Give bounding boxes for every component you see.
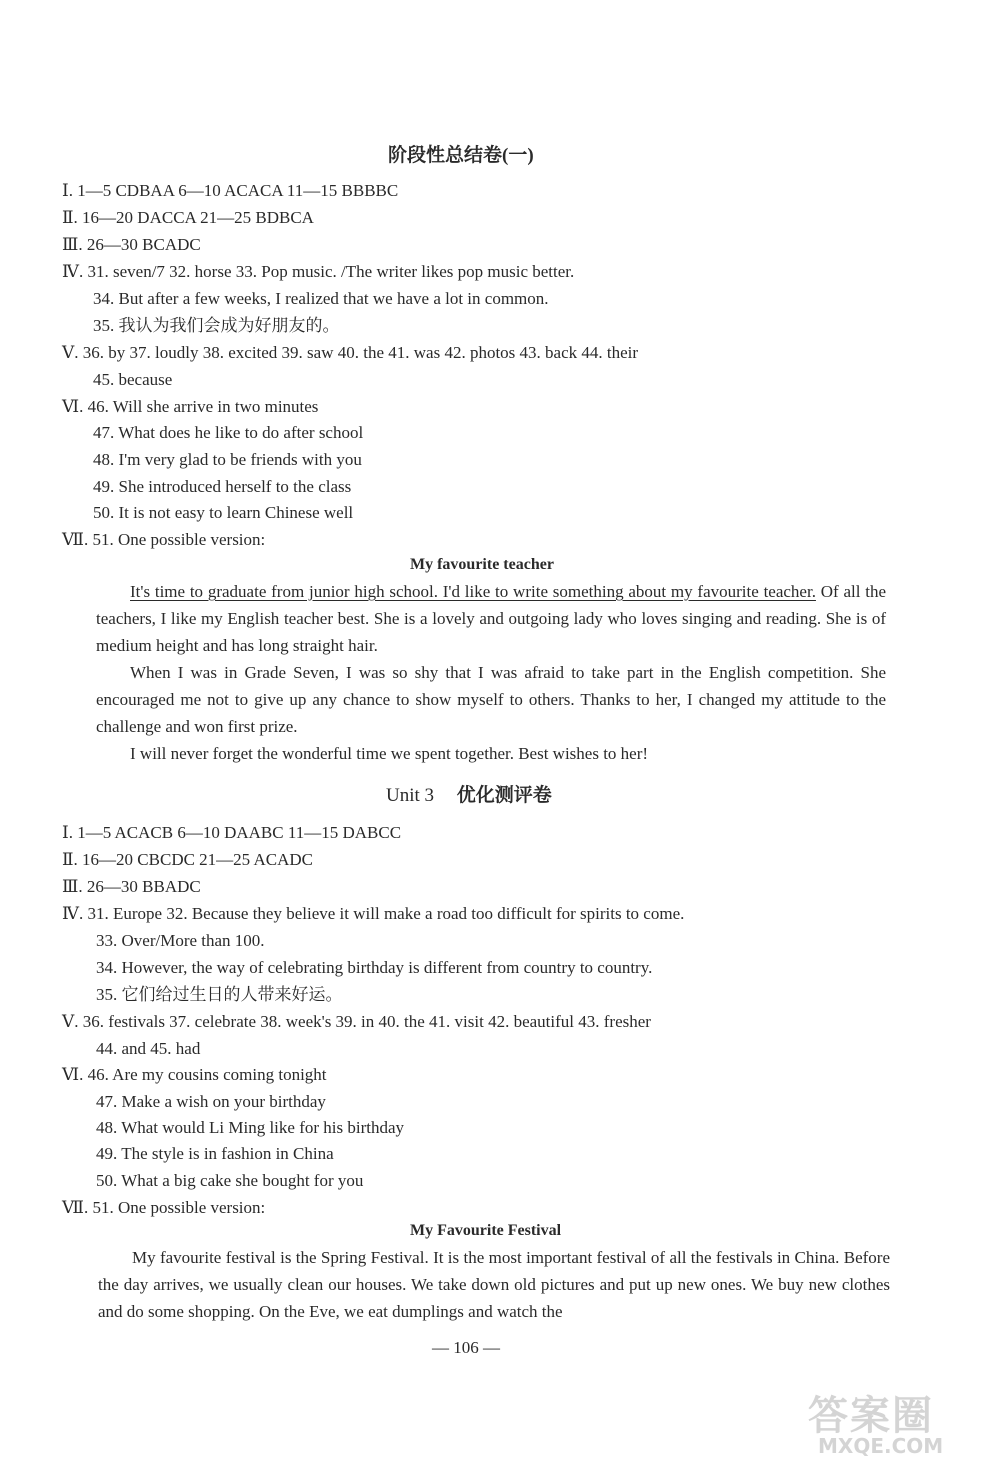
answer-line: Ⅲ. 26—30 BCADC (62, 235, 201, 254)
essay-paragraph: When I was in Grade Seven, I was so shy that I was afraid to take part in the English competition. She encouraged me not to give up any chance to show myself to others. Thanks to her, I changed my attitude to the challenge and won first prize. (96, 663, 886, 736)
answer-line: Ⅳ. 31. seven/7 32. horse 33. Pop music. /The writer likes pop music better. (62, 262, 575, 281)
essay-paragraph: My favourite festival is the Spring Festival. It is the most important festival of all the festivals in China. Before the day arrives, we usually clean our houses. We take down old pictures and put up new ones. We buy new clothes and do some shopping. On the Eve, we eat dumplings and watch the (98, 1248, 890, 1321)
answer-line: Ⅴ. 36. by 37. loudly 38. excited 39. saw 40. the 41. was 42. photos 43. back 44. their (62, 343, 639, 362)
answer-line: 35. 我认为我们会成为好朋友的。 (93, 316, 340, 335)
unit-title: 优化测评卷 (456, 785, 552, 806)
underlined-sentence: It's time to graduate from junior high school. I'd like to write something about my favourite teacher. (130, 582, 816, 601)
answer-line: 47. What does he like to do after school (93, 423, 364, 442)
answer-line: 35. 它们给过生日的人带来好运。 (96, 985, 343, 1004)
answer-line: 48. I'm very glad to be friends with you (93, 450, 362, 469)
answer-line: 47. Make a wish on your birthday (96, 1092, 326, 1111)
unit-label: Unit 3 (386, 785, 435, 806)
answer-line: 48. What would Li Ming like for his birthday (96, 1118, 405, 1137)
answer-line: Ⅱ. 16—20 CBCDC 21—25 ACADC (62, 850, 314, 869)
watermark-logo: 答案圈 (808, 1393, 934, 1439)
answer-line: Ⅲ. 26—30 BBADC (62, 877, 201, 896)
answer-line: Ⅶ. 51. One possible version: (62, 530, 266, 549)
answer-line: Ⅱ. 16—20 DACCA 21—25 BDBCA (62, 208, 314, 227)
section-title: 阶段性总结卷(一) (388, 145, 534, 166)
section-title (386, 780, 552, 807)
watermark-url: MXQE.COM (818, 1434, 944, 1458)
page-number: — 106 — (432, 1338, 500, 1357)
answer-line: 49. She introduced herself to the class (93, 477, 352, 496)
answer-line: Ⅴ. 36. festivals 37. celebrate 38. week's 39. in 40. the 41. visit 42. beautiful 43. fresher (62, 1012, 651, 1031)
essay-title: My Favourite Festival (410, 1222, 562, 1239)
answer-line: 34. However, the way of celebrating birthday is different from country to country. (96, 958, 653, 977)
essay-paragraph (96, 578, 886, 659)
answer-line: 50. What a big cake she bought for you (96, 1171, 364, 1190)
essay-paragraph: I will never forget the wonderful time we spent together. Best wishes to her! (130, 744, 649, 763)
answer-line: 33. Over/More than 100. (96, 931, 265, 950)
answer-line: 44. and 45. had (96, 1039, 201, 1058)
answer-line: Ⅰ. 1—5 ACACB 6—10 DAABC 11—15 DABCC (62, 823, 402, 842)
answer-line: 45. because (93, 370, 173, 389)
answer-line: 49. The style is in fashion in China (96, 1144, 334, 1163)
essay-text: Of all the teachers, I like my English teacher best. She is a lovely and outgoing lady who loves singing and reading. She is of medium height and has long straight hair. (96, 582, 886, 655)
answer-line: 34. But after a few weeks, I realized that we have a lot in common. (93, 289, 549, 308)
answer-line: Ⅵ. 46. Are my cousins coming tonight (62, 1065, 327, 1084)
answer-line: Ⅶ. 51. One possible version: (62, 1198, 266, 1217)
essay-title: My favourite teacher (410, 556, 554, 573)
answer-line: Ⅳ. 31. Europe 32. Because they believe it will make a road too difficult for spirits to come. (62, 904, 685, 923)
answer-line: Ⅵ. 46. Will she arrive in two minutes (62, 397, 319, 416)
answer-line: Ⅰ. 1—5 CDBAA 6—10 ACACA 11—15 BBBBC (62, 181, 399, 200)
answer-line: 50. It is not easy to learn Chinese well (93, 503, 354, 522)
